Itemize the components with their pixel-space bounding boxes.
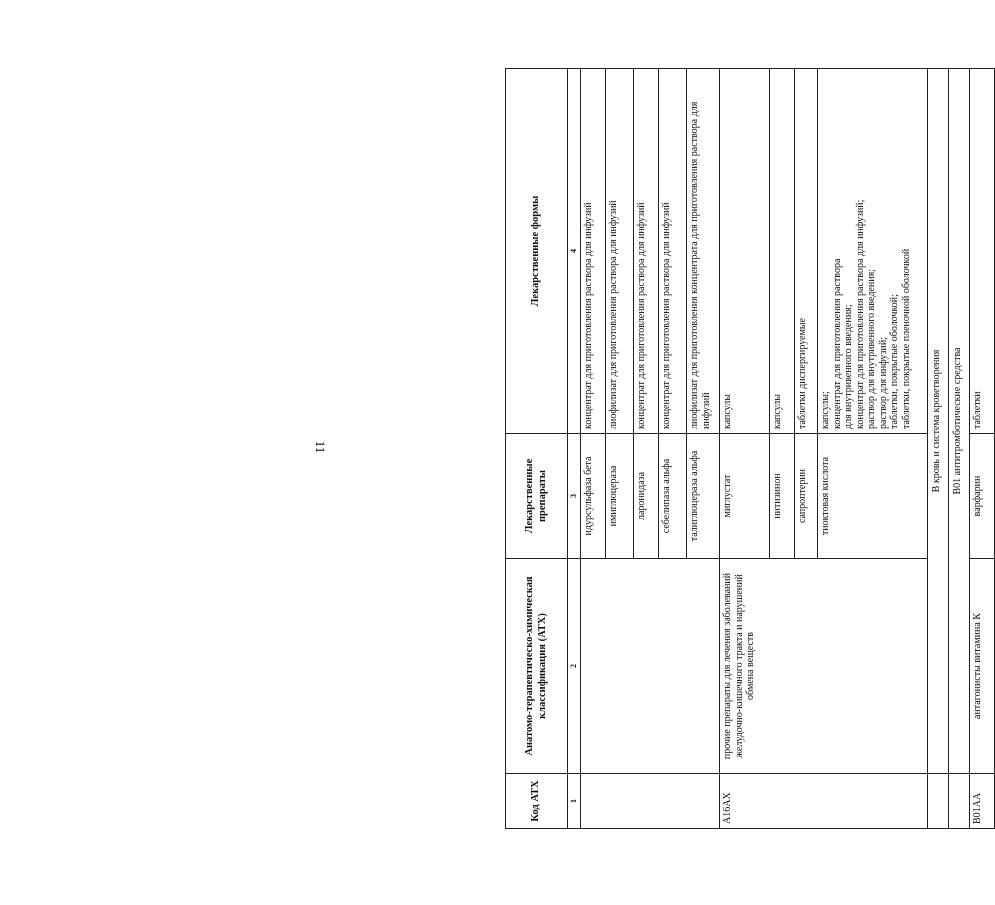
classification-cell: [581, 559, 720, 774]
form-cell: концентрат для приготовления раствора для инфузий: [659, 69, 687, 434]
form-cell: капсулы: [770, 69, 795, 434]
column-number: 3: [568, 434, 581, 559]
atc-code-cell: [581, 774, 720, 829]
page-number: 11: [313, 440, 328, 454]
form-cell: концентрат для приготовления раствора для инфузий: [634, 69, 659, 434]
form-line: концентрат для приготовления раствора для инфузий;: [854, 199, 866, 429]
form-cell: лиофилизат для приготовления концентрата для приготовления раствора для инфузий: [687, 69, 720, 434]
column-number: 2: [568, 559, 581, 774]
form-cell: таблетки: [970, 69, 995, 434]
form-line: раствор для инфузий;: [877, 337, 889, 429]
table-row: [720, 69, 770, 829]
atc-drug-table: [505, 68, 995, 829]
table-row: [581, 69, 606, 829]
drug-cell: сапроптерин: [795, 434, 818, 559]
drug-cell: ларонидаза: [634, 434, 659, 559]
section-row: [928, 69, 949, 829]
drug-cell: тиоктовая кислота: [818, 434, 928, 559]
drug-cell: миглустат: [720, 434, 770, 559]
header-classification: Анатомо-терапевтическо-химическая классификация (АТХ): [506, 559, 568, 774]
form-line: капсулы;: [820, 391, 831, 429]
form-cell: [818, 69, 928, 434]
drug-cell: нитизинон: [770, 434, 795, 559]
form-cell: концентрат для приготовления раствора для инфузий: [581, 69, 606, 434]
atc-code-cell: В01АА: [970, 774, 995, 829]
form-line: таблетки, покрытые пленочной оболочкой: [900, 248, 912, 429]
section-heading: В кровь и система кроветворения: [928, 69, 949, 774]
form-line: раствор для внутривенного введения;: [866, 269, 877, 429]
drug-cell: себелипаза альфа: [659, 434, 687, 559]
atc-code-cell: A16AX: [720, 774, 928, 829]
form-cell: лиофилизат для приготовления раствора для инфузий: [606, 69, 634, 434]
rotated-table-container: [505, 69, 983, 829]
table-row: [970, 69, 995, 829]
column-number: 4: [568, 69, 581, 434]
form-line: для внутривенного введения;: [843, 304, 854, 429]
table-header-row: [506, 69, 568, 829]
drug-cell: варфарин: [970, 434, 995, 559]
drug-cell: талиглюцераза альфа: [687, 434, 720, 559]
column-number-row: [568, 69, 581, 829]
column-number: 1: [568, 774, 581, 829]
form-line: таблетки, покрытые оболочкой;: [889, 294, 900, 429]
form-cell: таблетки диспергируемые: [795, 69, 818, 434]
subsection-heading: В01 антитромботические средства: [949, 69, 970, 774]
atc-code-cell: [949, 774, 970, 829]
classification-cell: прочие препараты для лечения заболеваний желудочно-кишечного тракта и нарушений обмена веществ: [720, 559, 928, 774]
form-line: концентрат для приготовления раствора: [831, 258, 843, 429]
drug-cell: идурсульфаза бета: [581, 434, 606, 559]
section-row: [949, 69, 970, 829]
header-forms: Лекарственные формы: [506, 69, 568, 434]
form-cell: капсулы: [720, 69, 770, 434]
classification-cell: антагонисты витамина К: [970, 559, 995, 774]
header-atc-code: Код АТХ: [506, 774, 568, 829]
drug-cell: имиглюцераза: [606, 434, 634, 559]
header-preparations: Лекарственные препараты: [506, 434, 568, 559]
atc-code-cell: [928, 774, 949, 829]
